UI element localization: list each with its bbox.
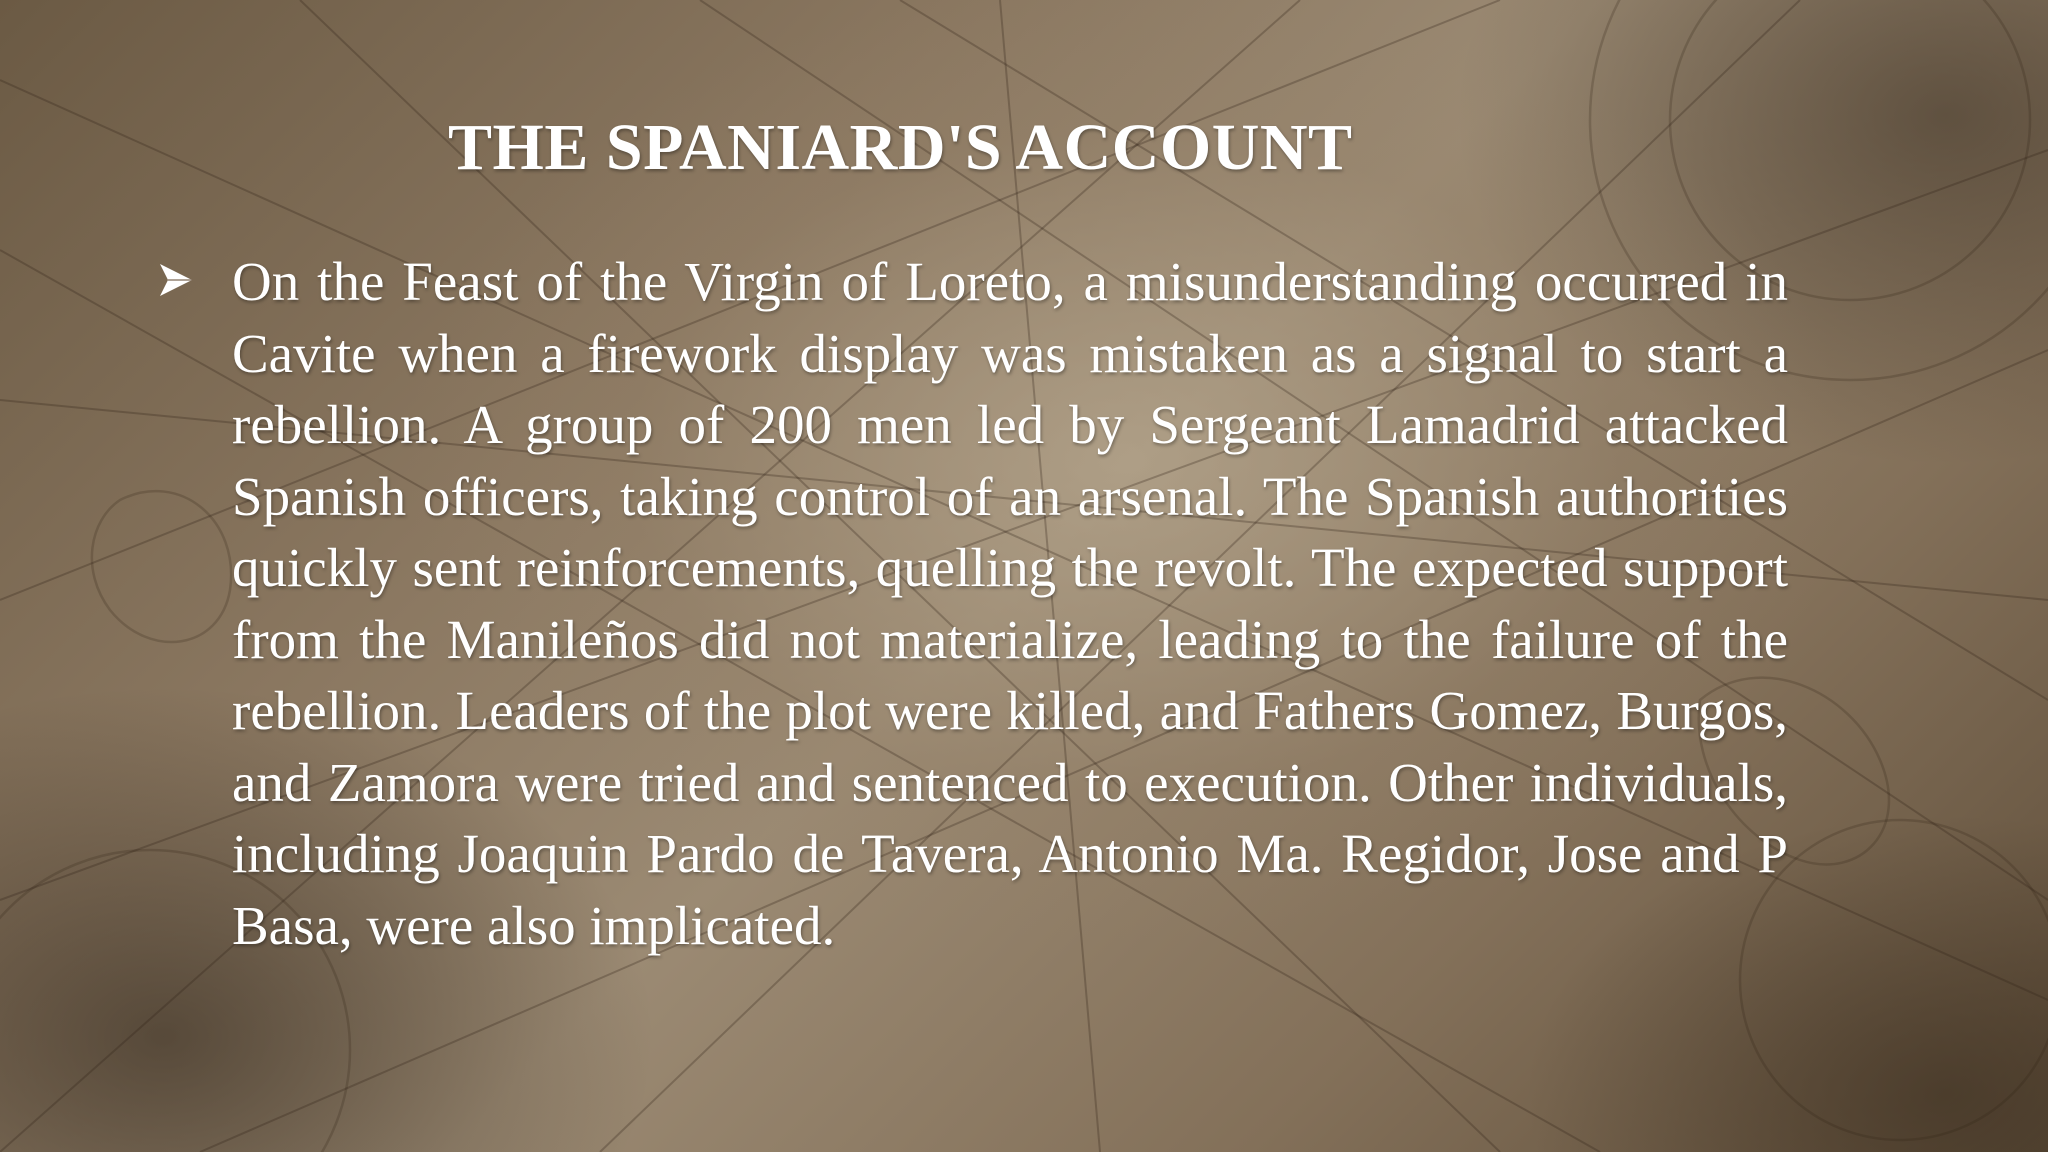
arrow-bullet-icon [156, 260, 196, 300]
slide-title: THE SPANIARD'S ACCOUNT [448, 111, 1353, 184]
bullet-text: On the Feast of the Virgin of Loreto, a misunderstanding occurred in Cavite when a firework display was mistaken as a signal to start a rebellion. A group of 200 men led by Sergeant Lamadrid attacked Spanish officers, taking control of an arsenal. The Spanish authorities quickly sent reinforcements, quelling the revolt. The expected support from the Manileños did not materialize, leading to the failure of the rebellion. Leaders of the plot were killed, and Fathers Gomez, Burgos, and Zamora were tried and sentenced to execution. Other individuals, including Joaquin Pardo de Tavera, Antonio Ma. Regidor, Jose and P Basa, were also implicated. [232, 251, 1788, 956]
